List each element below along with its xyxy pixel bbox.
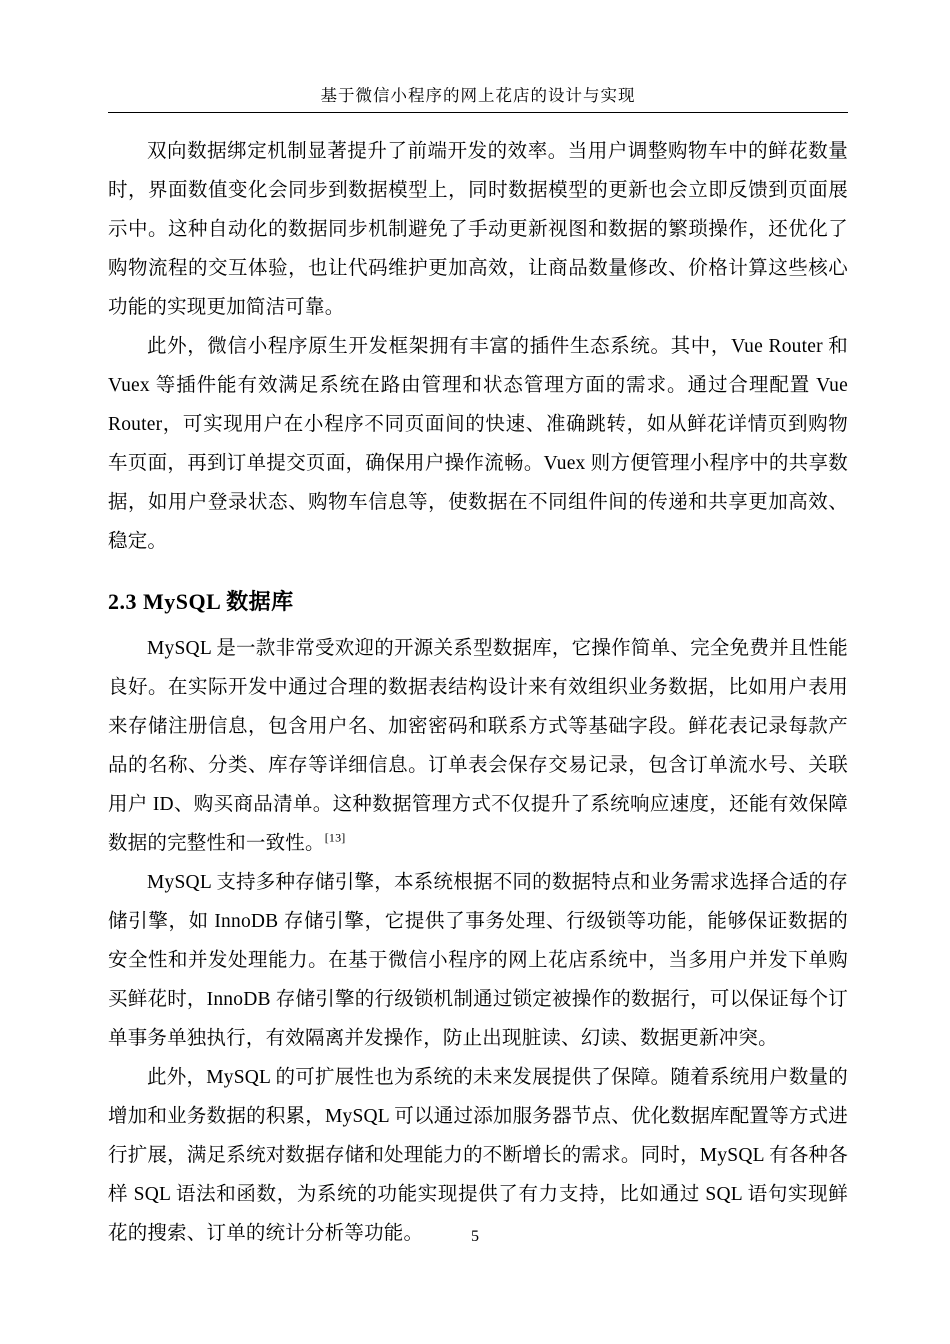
section-paragraph-1 (108, 629, 848, 863)
section-heading: 2.3 MySQL 数据库 (108, 589, 294, 614)
page-number: 5 (471, 1228, 479, 1245)
header-divider (108, 112, 848, 113)
page-content (108, 0, 848, 1253)
paragraph-2: 此外，微信小程序原生开发框架拥有丰富的插件生态系统。其中，Vue Router 和 Vuex 等插件能有效满足系统在路由管理和状态管理方面的需求。通过合理配置 Vue Router，可实现用户在小程序不同页面间的快速、准确跳转，如从鲜花详情页到购物车页面，再到订单提交页面，确保用户操作流畅。Vuex 则方便管理小程序中的共享数据，如用户登录状态、购物车信息等，使数据在不同组件间的传递和共享更加高效、稳定。 (108, 336, 848, 552)
section-paragraph-3: 此外，MySQL 的可扩展性也为系统的未来发展提供了保障。随着系统用户数量的增加和业务数据的积累，MySQL 可以通过添加服务器节点、优化数据库配置等方式进行扩展，满足系统对数据存储和处理能力的不断增长的需求。同时，MySQL 有各种各样 SQL 语法和函数，为系统的功能实现提供了有力支持，比如通过 SQL 语句实现鲜花的搜索、订单的统计分析等功能。 (108, 1067, 848, 1244)
header-title: 基于微信小程序的网上花店的设计与实现 (320, 86, 636, 105)
paragraph-1: 双向数据绑定机制显著提升了前端开发的效率。当用户调整购物车中的鲜花数量时，界面数值变化会同步到数据模型上，同时数据模型的更新也会立即反馈到页面展示中。这种自动化的数据同步机制避免了手动更新视图和数据的繁琐操作，还优化了购物流程的交互体验，也让代码维护更加高效，让商品数量修改、价格计算这些核心功能的实现更加简洁可靠。 (108, 141, 848, 318)
section-paragraph-1-text: MySQL 是一款非常受欢迎的开源关系型数据库，它操作简单、完全免费并且性能良好。在实际开发中通过合理的数据表结构设计来有效组织业务数据，比如用户表用来存储注册信息，包含用户名、加密密码和联系方式等基础字段。鲜花表记录每款产品的名称、分类、库存等详细信息。订单表会保存交易记录，包含订单流水号、关联用户 ID、购买商品清单。这种数据管理方式不仅提升了系统响应速度，还能有效保障数据的完整性和一致性。 (108, 638, 848, 854)
page-header (108, 82, 848, 113)
section-paragraph-2: MySQL 支持多种存储引擎，本系统根据不同的数据特点和业务需求选择合适的存储引擎，如 InnoDB 存储引擎，它提供了事务处理、行级锁等功能，能够保证数据的安全性和并发处理能力。在基于微信小程序的网上花店系统中，当多用户并发下单购买鲜花时，InnoDB 存储引擎的行级锁机制通过锁定被操作的数据行，可以保证每个订单事务单独执行，有效隔离并发操作，防止出现脏读、幻读、数据更新冲突。 (108, 872, 848, 1049)
citation-marker: [13] (324, 830, 346, 845)
